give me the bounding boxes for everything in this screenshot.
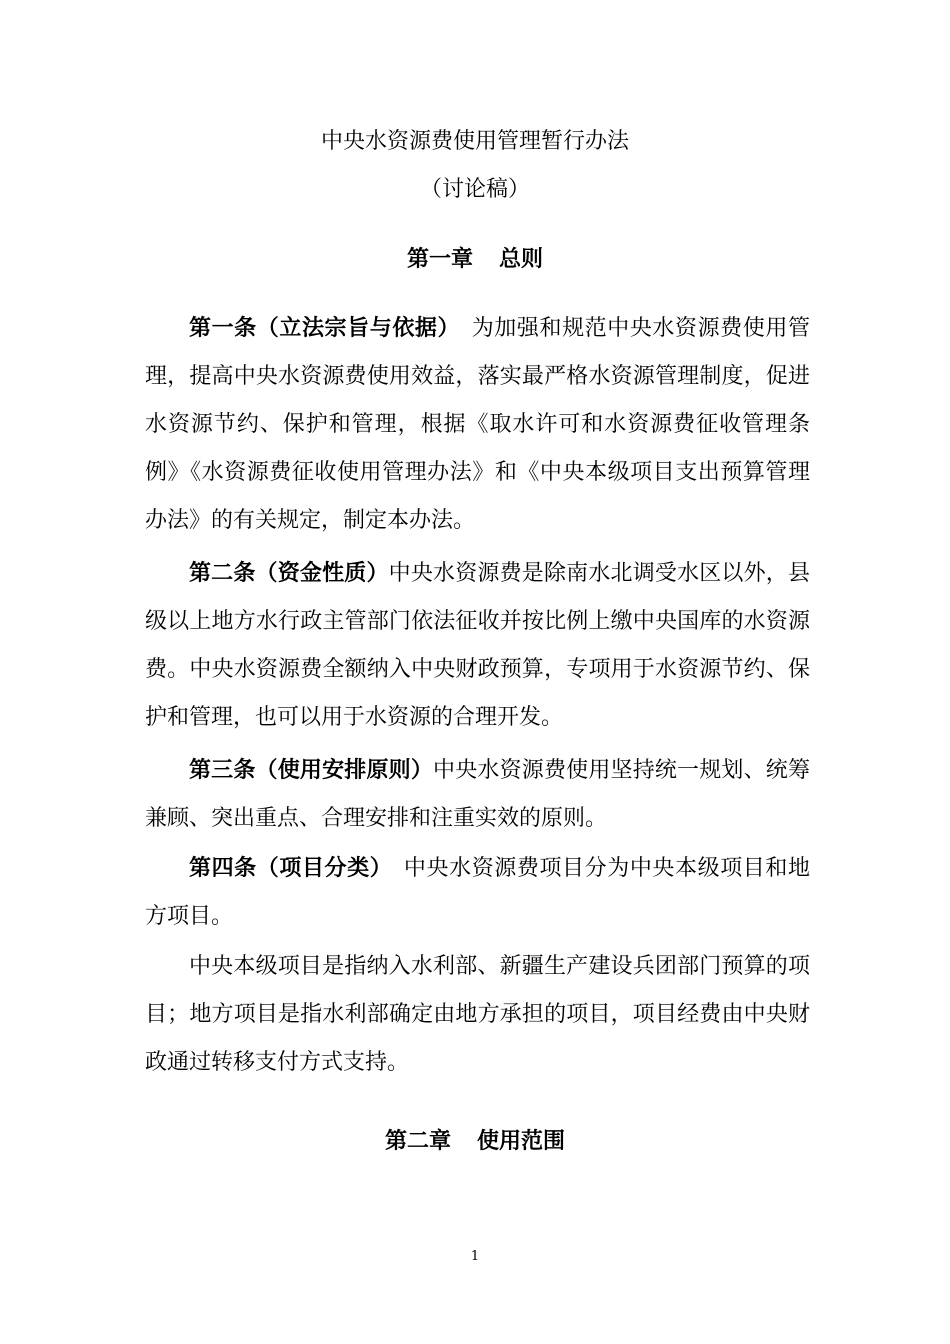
chapter-name: 使用范围 [477,1129,566,1154]
body-paragraph: 中央本级项目是指纳入水利部、新疆生产建设兵团部门预算的项目；地方项目是指水利部确定由地方承担的项目，项目经费由中央财政通过转移支付方式支持。 [145,954,810,1075]
document-subtitle: （讨论稿） [419,177,530,202]
article-text: 中央水资源费使用坚持统一规划、统筹兼顾、突出重点、合理安排和注重实效的原则。 [145,758,810,831]
article-3 [145,747,810,843]
article-4 [145,845,810,941]
chapter-heading-1 [0,242,950,273]
chapter-name: 总则 [499,247,544,272]
article-2 [145,550,810,742]
chapter-number: 第二章 [384,1129,451,1154]
article-text: 中央水资源费项目分为中央本级项目和地方项目。 [145,856,810,929]
article-text: 为加强和规范中央水资源费使用管理，提高中央水资源费使用效益，落实最严格水资源管理制度，促进水资源节约、保护和管理，根据《取水许可和水资源费征收管理条例》《水资源费征收使用管理办法》和《中央本级项目支出预算管理办法》的有关规定，制定本办法。 [145,316,810,533]
article-label: 第一条（立法宗旨与依据） [189,316,450,341]
chapter-heading-2 [0,1124,950,1155]
article-text: 中央水资源费是除南水北调受水区以外，县级以上地方水行政主管部门依法征收并按比例上缴中央国库的水资源费。中央水资源费全额纳入中央财政预算，专项用于水资源节约、保护和管理，也可以用于水资源的合理开发。 [145,561,810,730]
document-title: 中央水资源费使用管理暂行办法 [320,129,629,154]
page-number: 1 [470,1249,480,1264]
article-label: 第三条（使用安排原则） [189,758,434,783]
article-label: 第四条（项目分类） [189,856,382,881]
article-label: 第二条（资金性质） [189,561,389,586]
article-1 [145,305,810,545]
chapter-number: 第一章 [406,247,473,272]
